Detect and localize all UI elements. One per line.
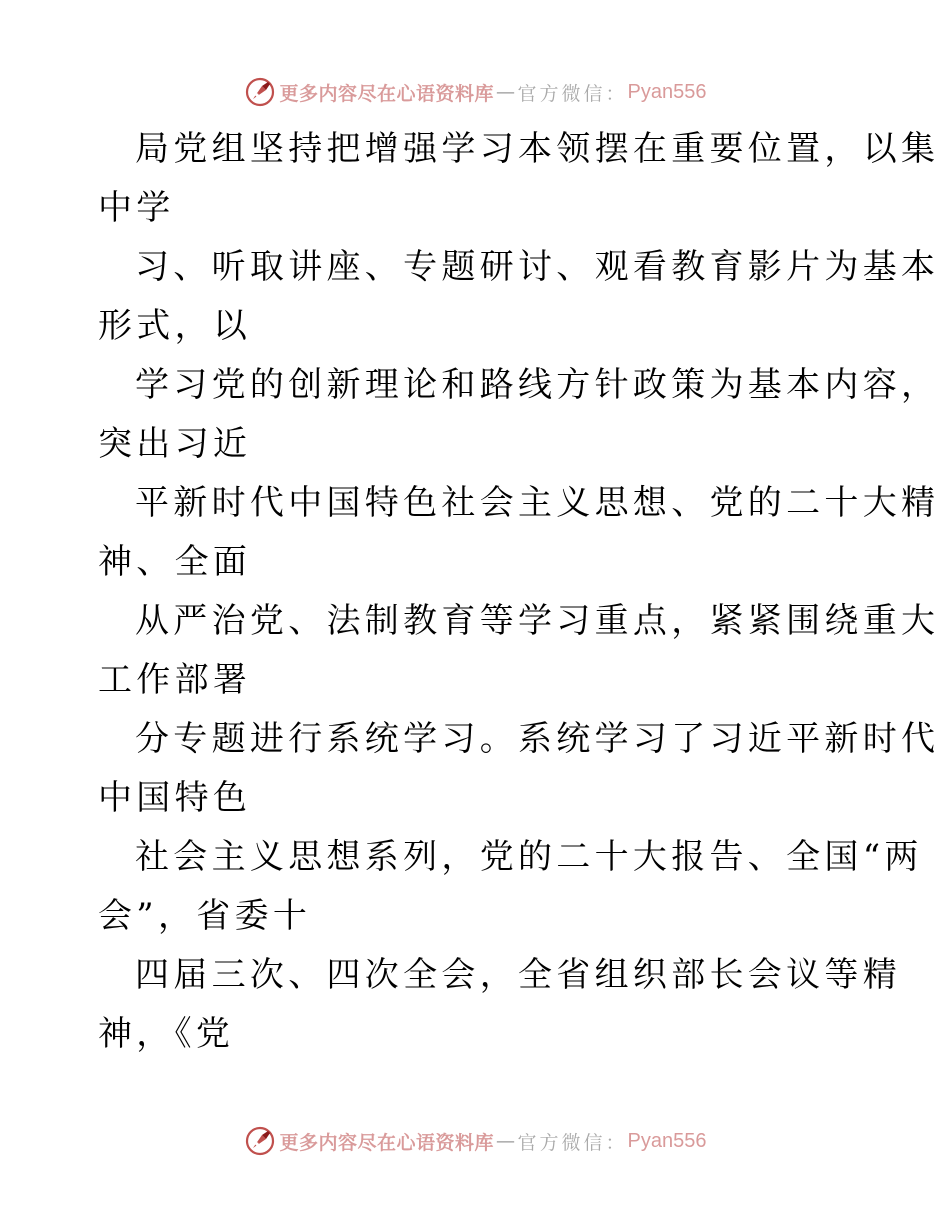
body-line: 平新时代中国特色社会主义思想、党的二十大精 — [135, 483, 940, 523]
body-line: 形式，以 — [98, 306, 252, 346]
body-line: 工作部署 — [98, 660, 252, 700]
body-line: 社会主义思想系列，党的二十大报告、全国“两 — [135, 837, 923, 877]
body-line: 四届三次、四次全会，全省组织部长会议等精 — [135, 955, 901, 995]
watermark-brand-text: 更多内容尽在心语资料库 — [279, 82, 495, 105]
watermark-separator: — — [496, 81, 516, 103]
watermark-wechat-id: Pyan556 — [627, 80, 707, 103]
body-line: 学习党的创新理论和路线方针政策为基本内容， — [135, 365, 940, 405]
body-line: 神、全面 — [98, 542, 252, 582]
header-watermark — [0, 72, 950, 112]
body-line: 局党组坚持把增强学习本领摆在重要位置，以集 — [135, 129, 940, 169]
body-line: 从严治党、法制教育等学习重点，紧紧围绕重大 — [135, 601, 940, 641]
pen-nib-logo-icon — [244, 1125, 276, 1157]
body-line: 神，《党 — [98, 1014, 235, 1054]
pen-nib-logo-icon — [244, 76, 276, 108]
watermark-separator: — — [496, 1130, 516, 1152]
watermark-wechat-id: Pyan556 — [627, 1129, 707, 1152]
body-line: 会”，省委十 — [98, 896, 312, 936]
document-body — [98, 120, 940, 1064]
watermark-label: 官方微信： — [517, 1131, 628, 1154]
watermark-brand-text: 更多内容尽在心语资料库 — [279, 1131, 495, 1154]
body-line: 中学 — [98, 188, 175, 228]
watermark-label: 官方微信： — [517, 82, 628, 105]
body-line: 中国特色 — [98, 778, 252, 818]
footer-watermark — [0, 1121, 950, 1161]
body-line: 突出习近 — [98, 424, 252, 464]
body-line: 分专题进行系统学习。系统学习了习近平新时代 — [135, 719, 940, 759]
body-line: 习、听取讲座、专题研讨、观看教育影片为基本 — [135, 247, 940, 287]
